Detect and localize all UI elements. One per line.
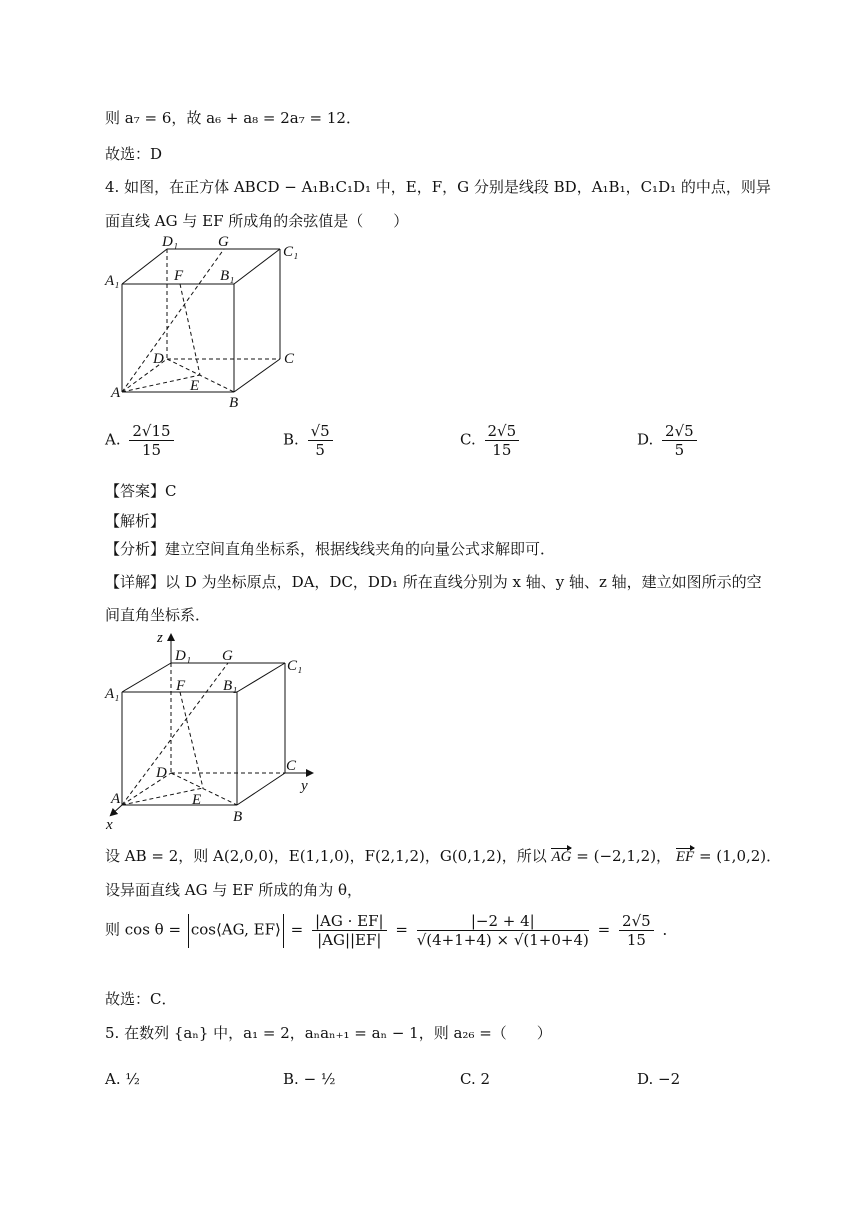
label-B: B bbox=[233, 809, 243, 825]
label-D1: D₁ bbox=[162, 234, 179, 250]
vector-AG: AG bbox=[551, 849, 572, 865]
text-line-1: 则 a₇ = 6，故 a₆ + a₈ = 2a₇ = 12． bbox=[105, 109, 361, 127]
cosine-formula: 则 cos θ = cos⟨AG, EF⟩ = $\frac{|AG \cdot EF|}{|AG||EF|}$ = $\frac{|-2 + 4|}{√(4+1+4) \times √(1+0+4)}$ = $\frac{2√5}{15}$ ． bbox=[105, 912, 678, 949]
q4-option-c: C. $\frac{2√5}{15}$ bbox=[460, 422, 523, 459]
label-A1: A₁ bbox=[105, 686, 120, 702]
question-5: 5. 在数列 {aₙ} 中，a₁ = 2，aₙaₙ₊₁ = aₙ − 1，则 a₂₆ =（ ） bbox=[105, 1024, 552, 1042]
label-C: C bbox=[284, 351, 295, 367]
label-C1: C₁ bbox=[283, 244, 299, 260]
answer: 【答案】C bbox=[105, 482, 177, 500]
setup-line-1: 设 AB = 2，则 A(2,0,0)，E(1,1,0)，F(2,1,2)，G(0,1,2)，所以 AG = (−2,1,2)， EF = (1,0,2)． bbox=[105, 847, 782, 865]
q5-option-c: C. 2 bbox=[460, 1070, 491, 1088]
label-E: E bbox=[192, 792, 202, 808]
q4-option-b: B. $\frac{√5}{5}$ bbox=[283, 422, 337, 459]
cube-figure-1 bbox=[100, 232, 320, 417]
analysis-heading: 【解析】 bbox=[105, 512, 166, 530]
cube-figure-2 bbox=[100, 630, 325, 835]
label-E: E bbox=[190, 378, 200, 394]
label-z: z bbox=[157, 630, 163, 646]
q4-option-d: D. $\frac{2√5}{5}$ bbox=[637, 422, 701, 459]
label-x: x bbox=[106, 817, 113, 833]
label-F: F bbox=[176, 678, 186, 694]
label-A: A bbox=[111, 791, 121, 807]
label-A: A bbox=[111, 385, 121, 401]
label-B1: B₁ bbox=[220, 268, 235, 284]
label-B1: B₁ bbox=[223, 678, 238, 694]
q4-option-a: A. $\frac{2√15}{15}$ bbox=[105, 422, 178, 459]
analysis-text: 【分析】建立空间直角坐标系，根据线线夹角的向量公式求解即可． bbox=[105, 540, 556, 558]
label-D: D bbox=[156, 765, 167, 781]
label-y: y bbox=[301, 778, 308, 794]
question-4-line-2: 面直线 AG 与 EF 所成角的余弦值是（ ） bbox=[105, 212, 409, 230]
setup-line-2: 设异面直线 AG 与 EF 所成的角为 θ， bbox=[105, 881, 363, 899]
label-D: D bbox=[153, 351, 164, 367]
q5-option-a: A. ½ bbox=[105, 1070, 140, 1088]
q5-option-d: D. −2 bbox=[637, 1070, 681, 1088]
label-C1: C₁ bbox=[287, 658, 303, 674]
text-line-2: 故选：D bbox=[105, 145, 163, 163]
vector-EF: EF bbox=[675, 849, 695, 865]
label-A1: A₁ bbox=[105, 273, 120, 289]
label-G: G bbox=[218, 234, 229, 250]
detail-line-1: 【详解】以 D 为坐标原点，DA，DC，DD₁ 所在直线分别为 x 轴、y 轴、z 轴，建立如图所示的空 bbox=[105, 573, 762, 591]
label-G: G bbox=[222, 648, 233, 664]
label-D1: D₁ bbox=[175, 648, 192, 664]
choice-line: 故选：C． bbox=[105, 990, 177, 1008]
label-C: C bbox=[286, 758, 297, 774]
detail-line-2: 间直角坐标系． bbox=[105, 606, 211, 624]
label-F: F bbox=[174, 268, 184, 284]
q5-option-b: B. − ½ bbox=[283, 1070, 336, 1088]
label-B: B bbox=[229, 395, 239, 411]
question-4-line-1: 4. 如图，在正方体 ABCD − A₁B₁C₁D₁ 中，E，F，G 分别是线段 BD，A₁B₁，C₁D₁ 的中点，则异 bbox=[105, 178, 771, 196]
